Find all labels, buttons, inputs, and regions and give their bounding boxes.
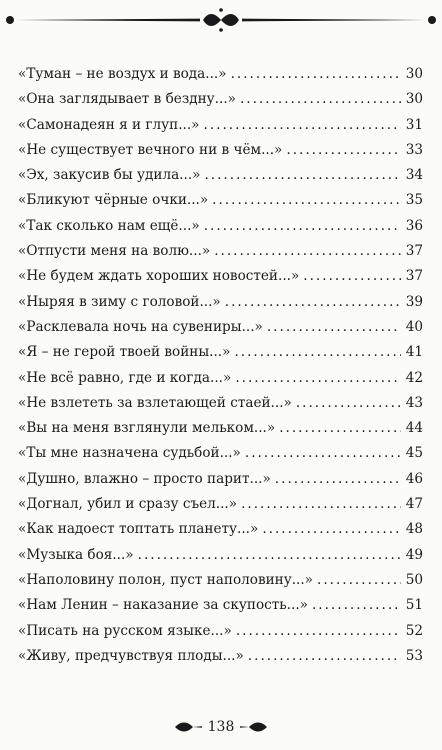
toc-entry-title: «Ты мне назначена судьбой...» — [18, 445, 241, 462]
toc-entry-title: «Она заглядывает в бездну...» — [18, 91, 236, 108]
toc-entry-page: 42 — [405, 369, 423, 386]
toc-entry-title: «Не существует вечного ни в чём...» — [18, 141, 283, 158]
top-ornament — [0, 0, 442, 40]
toc-entry-title: «Догнал, убил и сразу съел...» — [18, 496, 238, 513]
toc-entry-page: 30 — [405, 66, 423, 82]
dot-leader — [248, 644, 401, 669]
toc-entry-page: 37 — [405, 268, 423, 285]
toc-entry-title: «Ныряя в зиму с головой...» — [18, 293, 221, 310]
toc-entry-title: «Бликуют чёрные очки...» — [18, 192, 209, 209]
toc-entry[interactable] — [18, 568, 423, 593]
right-flourish-icon — [239, 721, 269, 733]
toc-entry-title: «Отпусти меня на волю...» — [18, 243, 211, 260]
toc-entry-page: 35 — [405, 192, 423, 209]
toc-entry-page: 41 — [405, 344, 423, 361]
toc-entry[interactable] — [18, 62, 423, 87]
dot-leader — [241, 492, 401, 517]
dot-leader — [279, 416, 401, 441]
dot-leader — [262, 517, 401, 542]
toc-entry-page: 49 — [405, 546, 423, 563]
toc-entry-page: 45 — [405, 445, 423, 462]
toc-entry-title: «Туман – не воздух и вода...» — [18, 66, 227, 82]
toc-entry-title: «Писать на русском языке...» — [18, 622, 232, 639]
toc-entry-title: «Нам Ленин – наказание за скупость...» — [18, 597, 308, 614]
toc-entry-title: «Как надоест топтать планету...» — [18, 521, 259, 538]
page-footer — [0, 712, 442, 742]
decorative-rule-icon — [0, 0, 442, 40]
toc-entry-page: 53 — [405, 647, 423, 664]
toc-entry[interactable] — [18, 315, 423, 340]
toc-entry[interactable] — [18, 239, 423, 264]
toc-entry-page: 30 — [405, 91, 423, 108]
toc-entry-page: 46 — [405, 470, 423, 487]
table-of-contents — [18, 62, 423, 669]
toc-entry[interactable] — [18, 87, 423, 112]
dot-leader — [312, 593, 401, 618]
toc-entry-page: 37 — [405, 243, 423, 260]
dot-leader — [303, 264, 401, 289]
dot-leader — [231, 62, 401, 87]
toc-entry[interactable] — [18, 138, 423, 163]
toc-entry-title: «Наполовину полон, пуст наполовину...» — [18, 571, 313, 588]
toc-entry-page: 39 — [405, 293, 423, 310]
dot-leader — [212, 188, 401, 213]
dot-leader — [204, 113, 402, 138]
toc-entry-page: 48 — [405, 521, 423, 538]
toc-entry[interactable] — [18, 467, 423, 492]
dot-leader — [138, 543, 401, 568]
page-number: 138 — [207, 719, 235, 735]
toc-entry-title: «Живу, предчувствуя плоды...» — [18, 647, 244, 664]
toc-entry-title: «Музыка боя...» — [18, 546, 134, 563]
toc-entry[interactable] — [18, 619, 423, 644]
dot-leader — [286, 138, 401, 163]
toc-entry-title: «Так сколько нам ещё...» — [18, 217, 200, 234]
toc-entry-title: «Не будем ждать хороших новостей...» — [18, 268, 300, 285]
dot-leader — [225, 290, 401, 315]
toc-entry-page: 51 — [405, 597, 423, 614]
toc-entry[interactable] — [18, 366, 423, 391]
toc-entry[interactable] — [18, 517, 423, 542]
toc-entry[interactable] — [18, 644, 423, 669]
toc-entry[interactable] — [18, 290, 423, 315]
toc-entry[interactable] — [18, 416, 423, 441]
toc-entry-page: 33 — [405, 141, 423, 158]
toc-entry-title: «Душно, влажно – просто парит...» — [18, 470, 271, 487]
toc-entry-title: «Я – не герой твоей войны...» — [18, 344, 231, 361]
toc-entry-page: 34 — [405, 167, 423, 184]
toc-entry-page: 40 — [405, 318, 423, 335]
toc-entry[interactable] — [18, 163, 423, 188]
toc-entry[interactable] — [18, 188, 423, 213]
toc-entry[interactable] — [18, 264, 423, 289]
toc-entry-page: 50 — [405, 571, 423, 588]
toc-entry-page: 43 — [405, 394, 423, 411]
dot-leader — [204, 214, 401, 239]
toc-entry[interactable] — [18, 340, 423, 365]
toc-entry-page: 44 — [405, 420, 423, 437]
toc-entry[interactable] — [18, 214, 423, 239]
dot-leader — [236, 619, 401, 644]
toc-entry-title: «Не взлететь за взлетающей стаей...» — [18, 394, 292, 411]
toc-entry[interactable] — [18, 113, 423, 138]
left-flourish-icon — [173, 721, 203, 733]
dot-leader — [296, 391, 401, 416]
toc-entry-page: 36 — [405, 217, 423, 234]
toc-entry[interactable] — [18, 441, 423, 466]
toc-entry-title: «Самонадеян я и глуп...» — [18, 116, 200, 133]
dot-leader — [214, 239, 401, 264]
toc-entry-page: 47 — [405, 496, 423, 513]
dot-leader — [275, 467, 401, 492]
toc-entry-page: 31 — [405, 116, 423, 133]
dot-leader — [245, 441, 401, 466]
toc-entry-title: «Эх, закусив бы удила...» — [18, 167, 201, 184]
dot-leader — [267, 315, 401, 340]
toc-entry[interactable] — [18, 492, 423, 517]
toc-entry-title: «Расклевала ночь на сувениры...» — [18, 318, 263, 335]
dot-leader — [204, 163, 401, 188]
toc-entry-page: 52 — [405, 622, 423, 639]
dot-leader — [235, 366, 401, 391]
toc-entry-title: «Не всё равно, где и когда...» — [18, 369, 232, 386]
toc-entry[interactable] — [18, 391, 423, 416]
dot-leader — [317, 568, 401, 593]
toc-entry[interactable] — [18, 543, 423, 568]
toc-entry-title: «Вы на меня взглянули мельком...» — [18, 420, 276, 437]
toc-entry[interactable] — [18, 593, 423, 618]
dot-leader — [240, 87, 401, 112]
dot-leader — [234, 340, 401, 365]
